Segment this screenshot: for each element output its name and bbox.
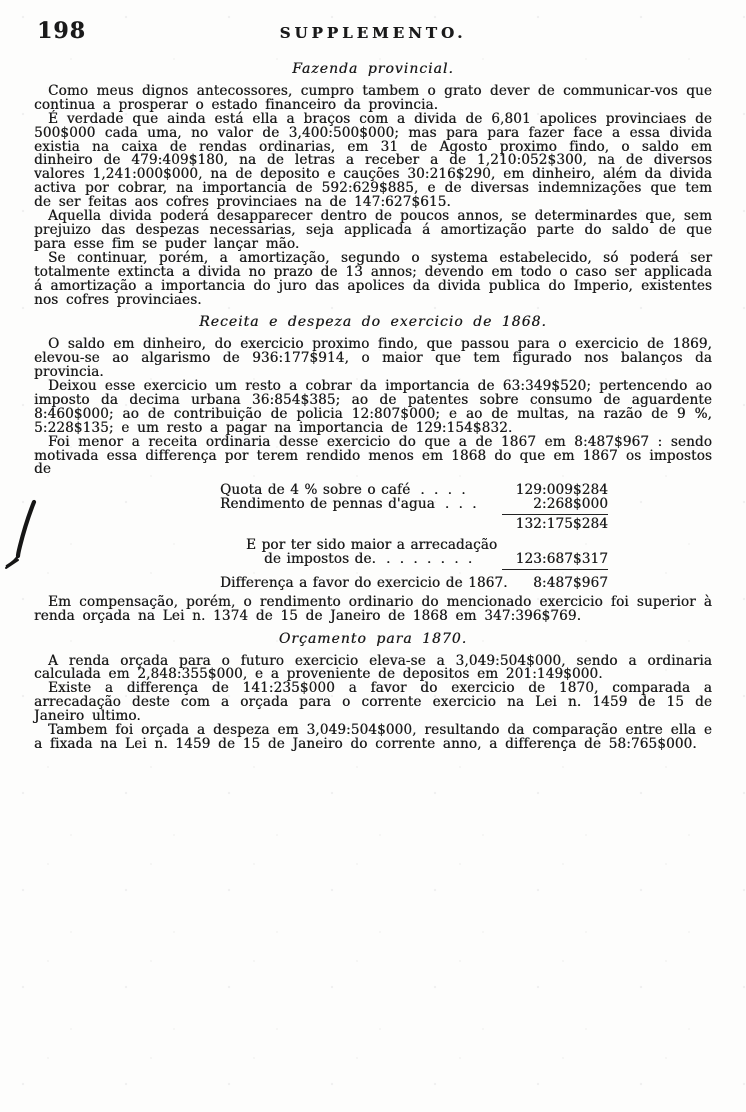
paragraph: Existe a differença de 141:235$000 a favor do exercicio de 1870, comparada a arrecadação deste com a orçada para o corrente exercicio na Lei n. 1459 de 15 de Janeiro ultimo. [34, 680, 712, 725]
dot-leader: . . . [444, 496, 479, 513]
masthead-title: SUPPLEMENTO. [279, 24, 467, 42]
page-body [34, 54, 712, 752]
paragraph: Foi menor a receita ordinaria desse exercicio do que a de 1867 em 8:487$967 : sendo motivada essa differença por terem rendido menos em 1868 do que em 1867 os impostos de [34, 433, 712, 478]
paragraph: Se continuar, porém, a amortização, segundo o systema estabelecido, só poderá ser totalmente extincta a divida no prazo de 13 annos; devendo em todo o caso ser applicada á amortização a importancia do juro das apolices da divida publica do Imperio, existentes nos cofres provinciaes. [34, 249, 712, 308]
paragraph: Como meus dignos antecossores, cumpro tambem o grato dever de communicar-vos que continua a prosperar o estado financeiro da provincia. [34, 82, 712, 113]
statement-result-row [184, 574, 608, 591]
statement-row [184, 498, 608, 512]
statement-subtotal-value: 132:175$284 [515, 516, 608, 533]
sum-rule [502, 514, 608, 515]
section-heading-fazenda-provincial: Fazenda provincial. [292, 61, 454, 77]
paragraph: Deixou esse exercicio um resto a cobrar da importancia de 63:349$520; pertencendo ao imposto da decima urbana 36:854$385; ao de patentes sobre consumo de aguardente 8:460$000; ao de contribuição de policia 12:807$000; e ao de multas, na razão de 9 %, 5:228$135; e um resto a pagar na importancia de 129:154$832. [34, 378, 712, 436]
statement-row-label: Rendimento de pennas d'agua [220, 496, 435, 513]
page-number: 198 [37, 18, 86, 44]
statement-result-value: 8:487$967 [533, 574, 608, 591]
paragraph: O saldo em dinheiro, do exercicio proximo findo, que passou para o exercicio de 1869, elevou-se ao algarismo de 936:177$914, o maior que tem figurado nos balanços da provincia. [34, 336, 712, 381]
statement-row-value: 2:268$000 [533, 496, 608, 513]
paragraph: Tambem foi orçada a despeza em 3,049:504$000, resultando da comparação entre ella e a fixada na Lei n. 1459 de 15 de Janeiro do corrente anno, a differença de 58:765$000. [34, 722, 712, 752]
paragraph: Aquella divida poderá desapparecer dentro de poucos annos, se determinardes que, sem prejuizo das despezas necessarias, seja applicada á amortização parte do saldo de que para esse fim se puder lançar mão. [34, 208, 712, 252]
statement-row-value: 129:009$284 [515, 482, 608, 499]
paragraph: É verdade que ainda está ella a braços com a divida de 6,801 apolices provinciaes de 500$000 cada uma, no valor de 3,400:500$000; mas para para fazer face a essa divida existia na caixa de rendas ordinarias, em 31 de Agosto proximo findo, o saldo em dinheiro de 479:409$180, na de letras a receber a de 1,210:052$300, na de diversos valores 1,241:000$000, na de deposito e cauções 30:216$290, em dinheiro, além da divida activa por cobrar, na importancia de 592:629$885, e de diversas indemnizações que tem de ser feitas aos cofres provinciaes na de 147:627$615. [34, 110, 712, 211]
statement-row [184, 553, 608, 567]
statement-result-label: Differença a favor do exercicio de 1867. [220, 574, 508, 591]
handwritten-ink-mark-icon [3, 498, 45, 578]
dot-leader: . . . . [420, 482, 468, 499]
paragraph: Em compensação, porém, o rendimento ordinario do mencionado exercicio foi superior à renda orçada na Lei n. 1374 de 15 de Janeiro de 1868 em 347:396$769. [34, 593, 712, 624]
sum-rule [502, 569, 608, 570]
statement-row-value: 123:687$317 [515, 551, 608, 567]
statement-row-label: de impostos de. [264, 551, 376, 567]
section-heading-orcamento-1870: Orçamento para 1870. [278, 630, 468, 647]
paragraph: A renda orçada para o futuro exercicio eleva-se a 3,049:504$000, sendo a ordinaria calculada em 2,848:355$000, e a proveniente de depositos em 201:149$000. [34, 652, 712, 683]
section-heading-receita-despeza-1868: Receita e despeza do exercicio de 1868. [199, 314, 547, 331]
statement-subtotal-row [184, 518, 608, 532]
statement-row-label: Quota de 4 % sobre o café [220, 482, 411, 499]
financial-statement [184, 484, 608, 590]
statement-row-label: E por ter sido maior a arrecadação [246, 537, 498, 554]
dot-leader: . . . . . . . [385, 551, 475, 567]
